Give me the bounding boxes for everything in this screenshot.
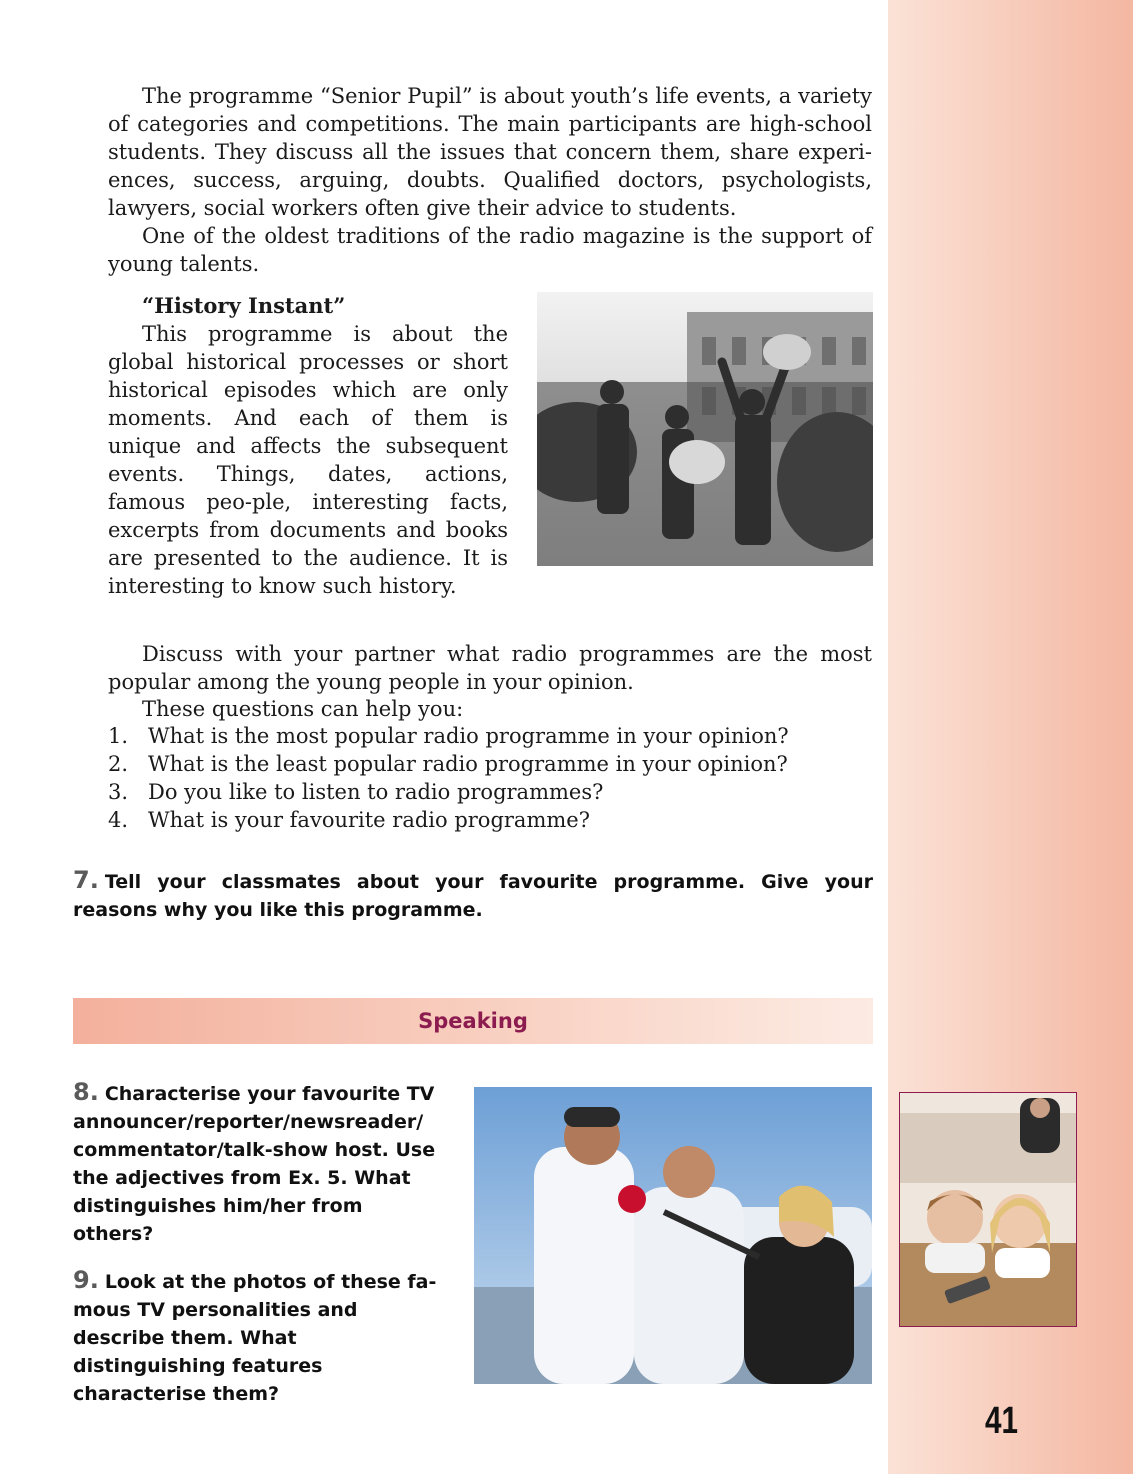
task-7-text: Tell your classmates about your favourite programme. Give your reasons why you like this programme.	[73, 871, 873, 921]
reporter-interview-illustration	[474, 1087, 872, 1384]
intro-paragraph-senior-pupil: The programme “Senior Pupil” is about youth’s life events, a variety of categories and competitions. The main participants are high-school students. They discuss all the issues that concern them, share experi-ences, success, arguing, doubts. Qualified doctors, psychologists, lawyers, social workers often give their advice to students.	[108, 84, 872, 220]
discussion-prompt: These questions can help you:	[142, 697, 464, 721]
task-8-number: 8.	[73, 1078, 99, 1106]
question-text: What is the least popular radio programme in your opinion?	[148, 752, 788, 776]
question-number: 3.	[108, 780, 129, 804]
question-text: What is your favourite radio programme?	[148, 808, 590, 832]
question-list	[108, 722, 872, 834]
question-text: Do you like to listen to radio programmes?	[148, 780, 604, 804]
task-8	[73, 1078, 448, 1248]
kids-watching-tv-illustration	[900, 1093, 1076, 1326]
history-instant-title: “History Instant”	[142, 293, 346, 318]
list-item	[108, 806, 872, 834]
question-number: 1.	[108, 724, 129, 748]
reporter-interview-photo	[474, 1087, 872, 1384]
list-item	[108, 778, 872, 806]
question-number: 4.	[108, 808, 129, 832]
speaking-section-title: Speaking	[418, 1009, 528, 1033]
victory-parade-photo	[537, 292, 873, 566]
list-item	[108, 750, 872, 778]
intro-paragraph-traditions: One of the oldest traditions of the radio magazine is the support of young talents.	[108, 224, 872, 276]
kids-watching-tv-photo	[900, 1093, 1076, 1326]
page-number: 41	[985, 1400, 1018, 1442]
victory-parade-illustration	[537, 292, 873, 566]
task-8-text: Characterise your favourite TV announcer/reporter/newsreader/ commentator/talk-show host. Use the adjectives from Ex. 5. What distinguishes him/her from others?	[73, 1083, 436, 1245]
task-7-number: 7.	[73, 866, 99, 894]
list-item	[108, 722, 872, 750]
task-7	[73, 866, 873, 924]
history-instant-section	[108, 292, 508, 600]
speaking-section-banner	[73, 998, 873, 1044]
task-9	[73, 1266, 448, 1408]
question-text: What is the most popular radio programme in your opinion?	[148, 724, 789, 748]
task-9-text: Look at the photos of these fa-mous TV personalities and describe them. What distinguishing features characterise them?	[73, 1271, 437, 1405]
task-9-number: 9.	[73, 1266, 99, 1294]
history-instant-text: This programme is about the global historical processes or short historical episodes which are only moments. And each of them is unique and affects the subsequent events. Things, dates, actions, famous peo-ple, interesting facts, excerpts from documents and books are presented to the audience. It is interesting to know such history.	[108, 322, 508, 598]
question-number: 2.	[108, 752, 129, 776]
discussion-intro: Discuss with your partner what radio programmes are the most popular among the young people in your opinion.	[108, 642, 872, 694]
